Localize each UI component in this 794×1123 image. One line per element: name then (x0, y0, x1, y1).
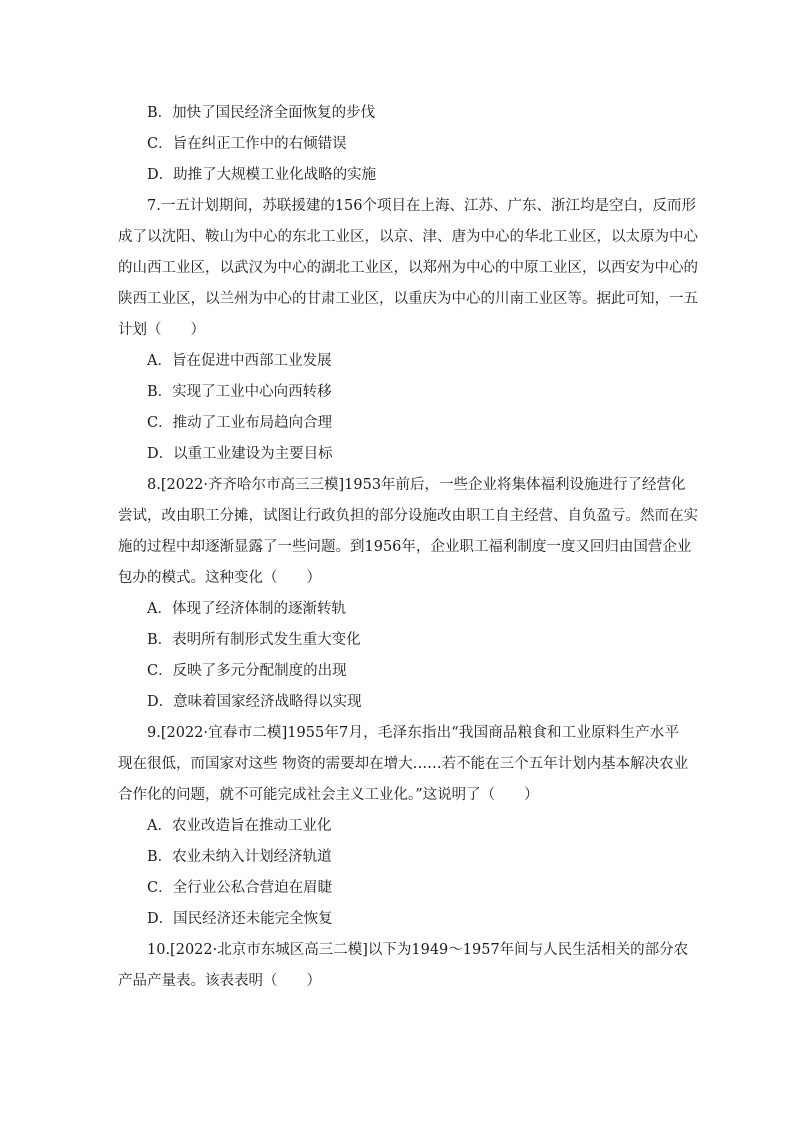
question-8-option-d: D．意味着国家经济战略得以实现 (147, 694, 362, 710)
prev-option-b: B．加快了国民经济全面恢复的步伐 (147, 105, 376, 121)
question-7-option-a: A．旨在促进中西部工业发展 (147, 353, 332, 369)
question-8-stem-line-2: 尝试，改由职工分摊，试图让行政负担的部分设施改由职工自主经营、自负盈亏。然而在实 (118, 508, 698, 524)
question-8-option-a: A．体现了经济体制的逐渐转轨 (147, 601, 346, 617)
question-7-stem-line-5: 计划（ ） (118, 322, 205, 338)
question-7-stem-line-2: 成了以沈阳、鞍山为中心的东北工业区，以京、津、唐为中心的华北工业区，以太原为中心 (118, 229, 698, 245)
question-8-option-b: B．表明所有制形式发生重大变化 (147, 632, 361, 648)
question-10-stem-line-1: 10.[2022·北京市东城区高三二模]以下为1949～1957年间与人民生活相关的部分农 (147, 942, 689, 958)
question-7-stem-line-3: 的山西工业区，以武汉为中心的湖北工业区，以郑州为中心的中原工业区，以西安为中心的 (118, 260, 698, 276)
question-7-option-d: D．以重工业建设为主要目标 (147, 446, 333, 462)
question-7-option-b: B．实现了工业中心向西转移 (147, 384, 332, 400)
question-8-stem-line-4: 包办的模式。这种变化（ ） (118, 570, 321, 586)
question-9-option-d: D．国民经济还未能完全恢复 (147, 911, 333, 927)
question-7-stem-line-4: 陕西工业区，以兰州为中心的甘肃工业区，以重庆为中心的川南工业区等。据此可知，一五 (118, 291, 698, 307)
question-10-stem-line-2: 产品产量表。该表表明（ ） (118, 973, 321, 989)
prev-option-c: C．旨在纠正工作中的右倾错误 (147, 136, 347, 152)
question-9-stem-line-1: 9.[2022·宜春市二模]1955年7月，毛泽东指出“我国商品粮食和工业原料生产水平 (147, 725, 679, 741)
question-8-stem-line-1: 8.[2022·齐齐哈尔市高三三模]1953年前后，一些企业将集体福利设施进行了经营化 (147, 477, 686, 493)
question-9-option-b: B．农业未纳入计划经济轨道 (147, 849, 332, 865)
question-9-option-c: C．全行业公私合营迫在眉睫 (147, 880, 333, 896)
question-9-stem-line-3: 合作化的问题，就不可能完成社会主义工业化。”这说明了（ ） (118, 787, 539, 803)
question-9-option-a: A．农业改造旨在推动工业化 (147, 818, 332, 834)
question-8-option-c: C．反映了多元分配制度的出现 (147, 663, 347, 679)
question-8-stem-line-3: 施的过程中却逐渐显露了一些问题。到1956年，企业职工福利制度一度又回归由国营企业 (118, 539, 692, 555)
question-7-stem-line-1: 7.一五计划期间，苏联援建的156个项目在上海、江苏、广东、浙江均是空白，反而形 (147, 198, 697, 214)
question-7-option-c: C．推动了工业布局趋向合理 (147, 415, 333, 431)
prev-option-d: D．助推了大规模工业化战略的实施 (147, 167, 377, 183)
question-9-stem-line-2: 现在很低，而国家对这些 物资的需要却在增大……若不能在三个五年计划内基本解决农业 (118, 756, 689, 772)
